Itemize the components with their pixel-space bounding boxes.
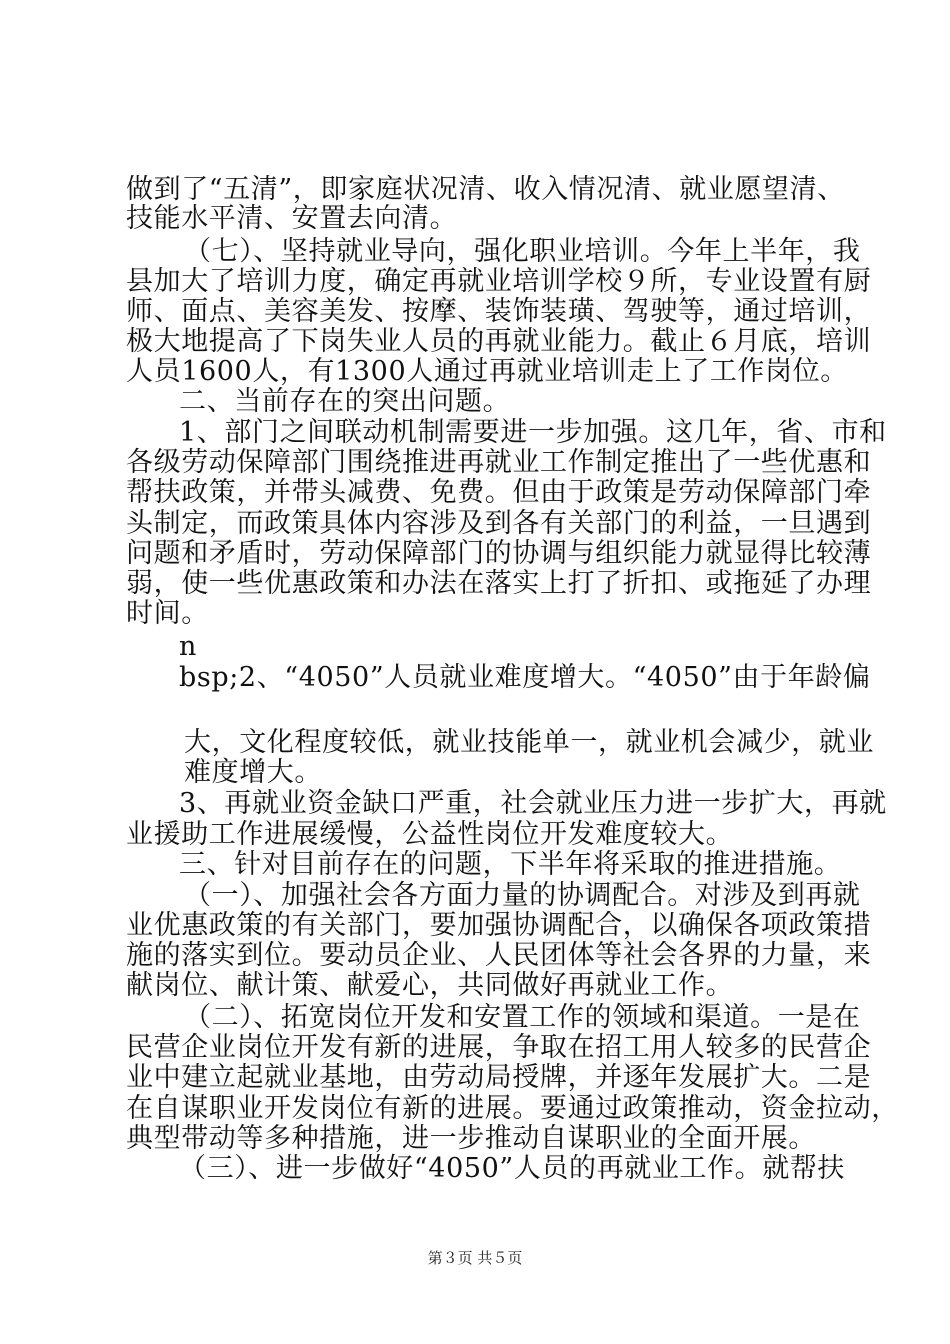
text-line: bsp;2、“4050”人员就业难度增大。“4050”由于年龄偏 <box>179 662 871 693</box>
text-line: （一）、加强社会各方面力量的协调配合。对涉及到再就 <box>184 880 861 911</box>
text-line: 时间。 <box>126 598 209 629</box>
text-line: 人员1600人，有1300人通过再就业培训走上了工作岗位。 <box>126 356 848 387</box>
text-line: （七）、坚持就业导向，强化职业培训。今年上半年，我 <box>184 236 861 267</box>
text-line: 极大地提高了下岗失业人员的再就业能力。截止６月底，培训 <box>126 326 872 357</box>
text-line: n <box>179 631 197 662</box>
text-line: 帮扶政策，并带头减费、免费。但由于政策是劳动保障部门牵 <box>126 477 872 508</box>
text-line: 献岗位、献计策、献爱心，共同做好再就业工作。 <box>126 970 734 1001</box>
text-line: 县加大了培训力度，确定再就业培训学校９所，专业设置有厨 <box>126 266 872 297</box>
text-line: 典型带动等多种措施，进一步推动自谋职业的全面开展。 <box>126 1123 816 1154</box>
text-line: 业援助工作进展缓慢，公益性岗位开发难度较大。 <box>126 819 734 850</box>
text-line: 做到了“五清”，即家庭状况清、收入情况清、就业愿望清、 <box>126 174 845 205</box>
text-line: 业中建立起就业基地，由劳动局授牌，并逐年发展扩大。二是 <box>126 1062 872 1093</box>
text-line: （二）、拓宽岗位开发和安置工作的领域和渠道。一是在 <box>184 1002 861 1033</box>
text-line: 施的落实到位。要动员企业、人民团体等社会各界的力量，来 <box>126 940 872 971</box>
text-line: 师、面点、美容美发、按摩、装饰装璜、驾驶等，通过培训， <box>126 296 872 327</box>
text-line: 各级劳动保障部门围绕推进再就业工作制定推出了一些优惠和 <box>126 447 872 478</box>
text-line: 业优惠政策的有关部门，要加强协调配合，以确保各项政策措 <box>126 910 872 941</box>
text-line: 3、再就业资金缺口严重，社会就业压力进一步扩大，再就 <box>179 788 887 819</box>
text-line: 问题和矛盾时，劳动保障部门的协调与组织能力就显得比较薄 <box>126 538 872 569</box>
text-line: 头制定，而政策具体内容涉及到各有关部门的利益，一旦遇到 <box>126 508 872 539</box>
text-line: （三）、进一步做好“4050”人员的再就业工作。就帮扶 <box>179 1153 846 1184</box>
page-footer: 第３页 共５页 <box>427 1249 523 1267</box>
section-heading: 二、当前存在的突出问题。 <box>179 386 511 417</box>
text-line: 在自谋职业开发岗位有新的进展。要通过政策推动，资金拉动， <box>126 1093 899 1124</box>
text-line: 大，文化程度较低，就业技能单一，就业机会减少，就业 <box>184 727 874 758</box>
text-line: 技能水平清、安置去向清。 <box>126 203 458 234</box>
text-line: 民营企业岗位开发有新的进展，争取在招工用人较多的民营企 <box>126 1032 872 1063</box>
text-line: 1、部门之间联动机制需要进一步加强。这几年，省、市和 <box>179 417 887 448</box>
text-line: 弱，使一些优惠政策和办法在落实上打了折扣、或拖延了办理 <box>126 568 872 599</box>
section-heading: 三、针对目前存在的问题，下半年将采取的推进措施。 <box>179 849 842 880</box>
text-line: 难度增大。 <box>184 757 322 788</box>
